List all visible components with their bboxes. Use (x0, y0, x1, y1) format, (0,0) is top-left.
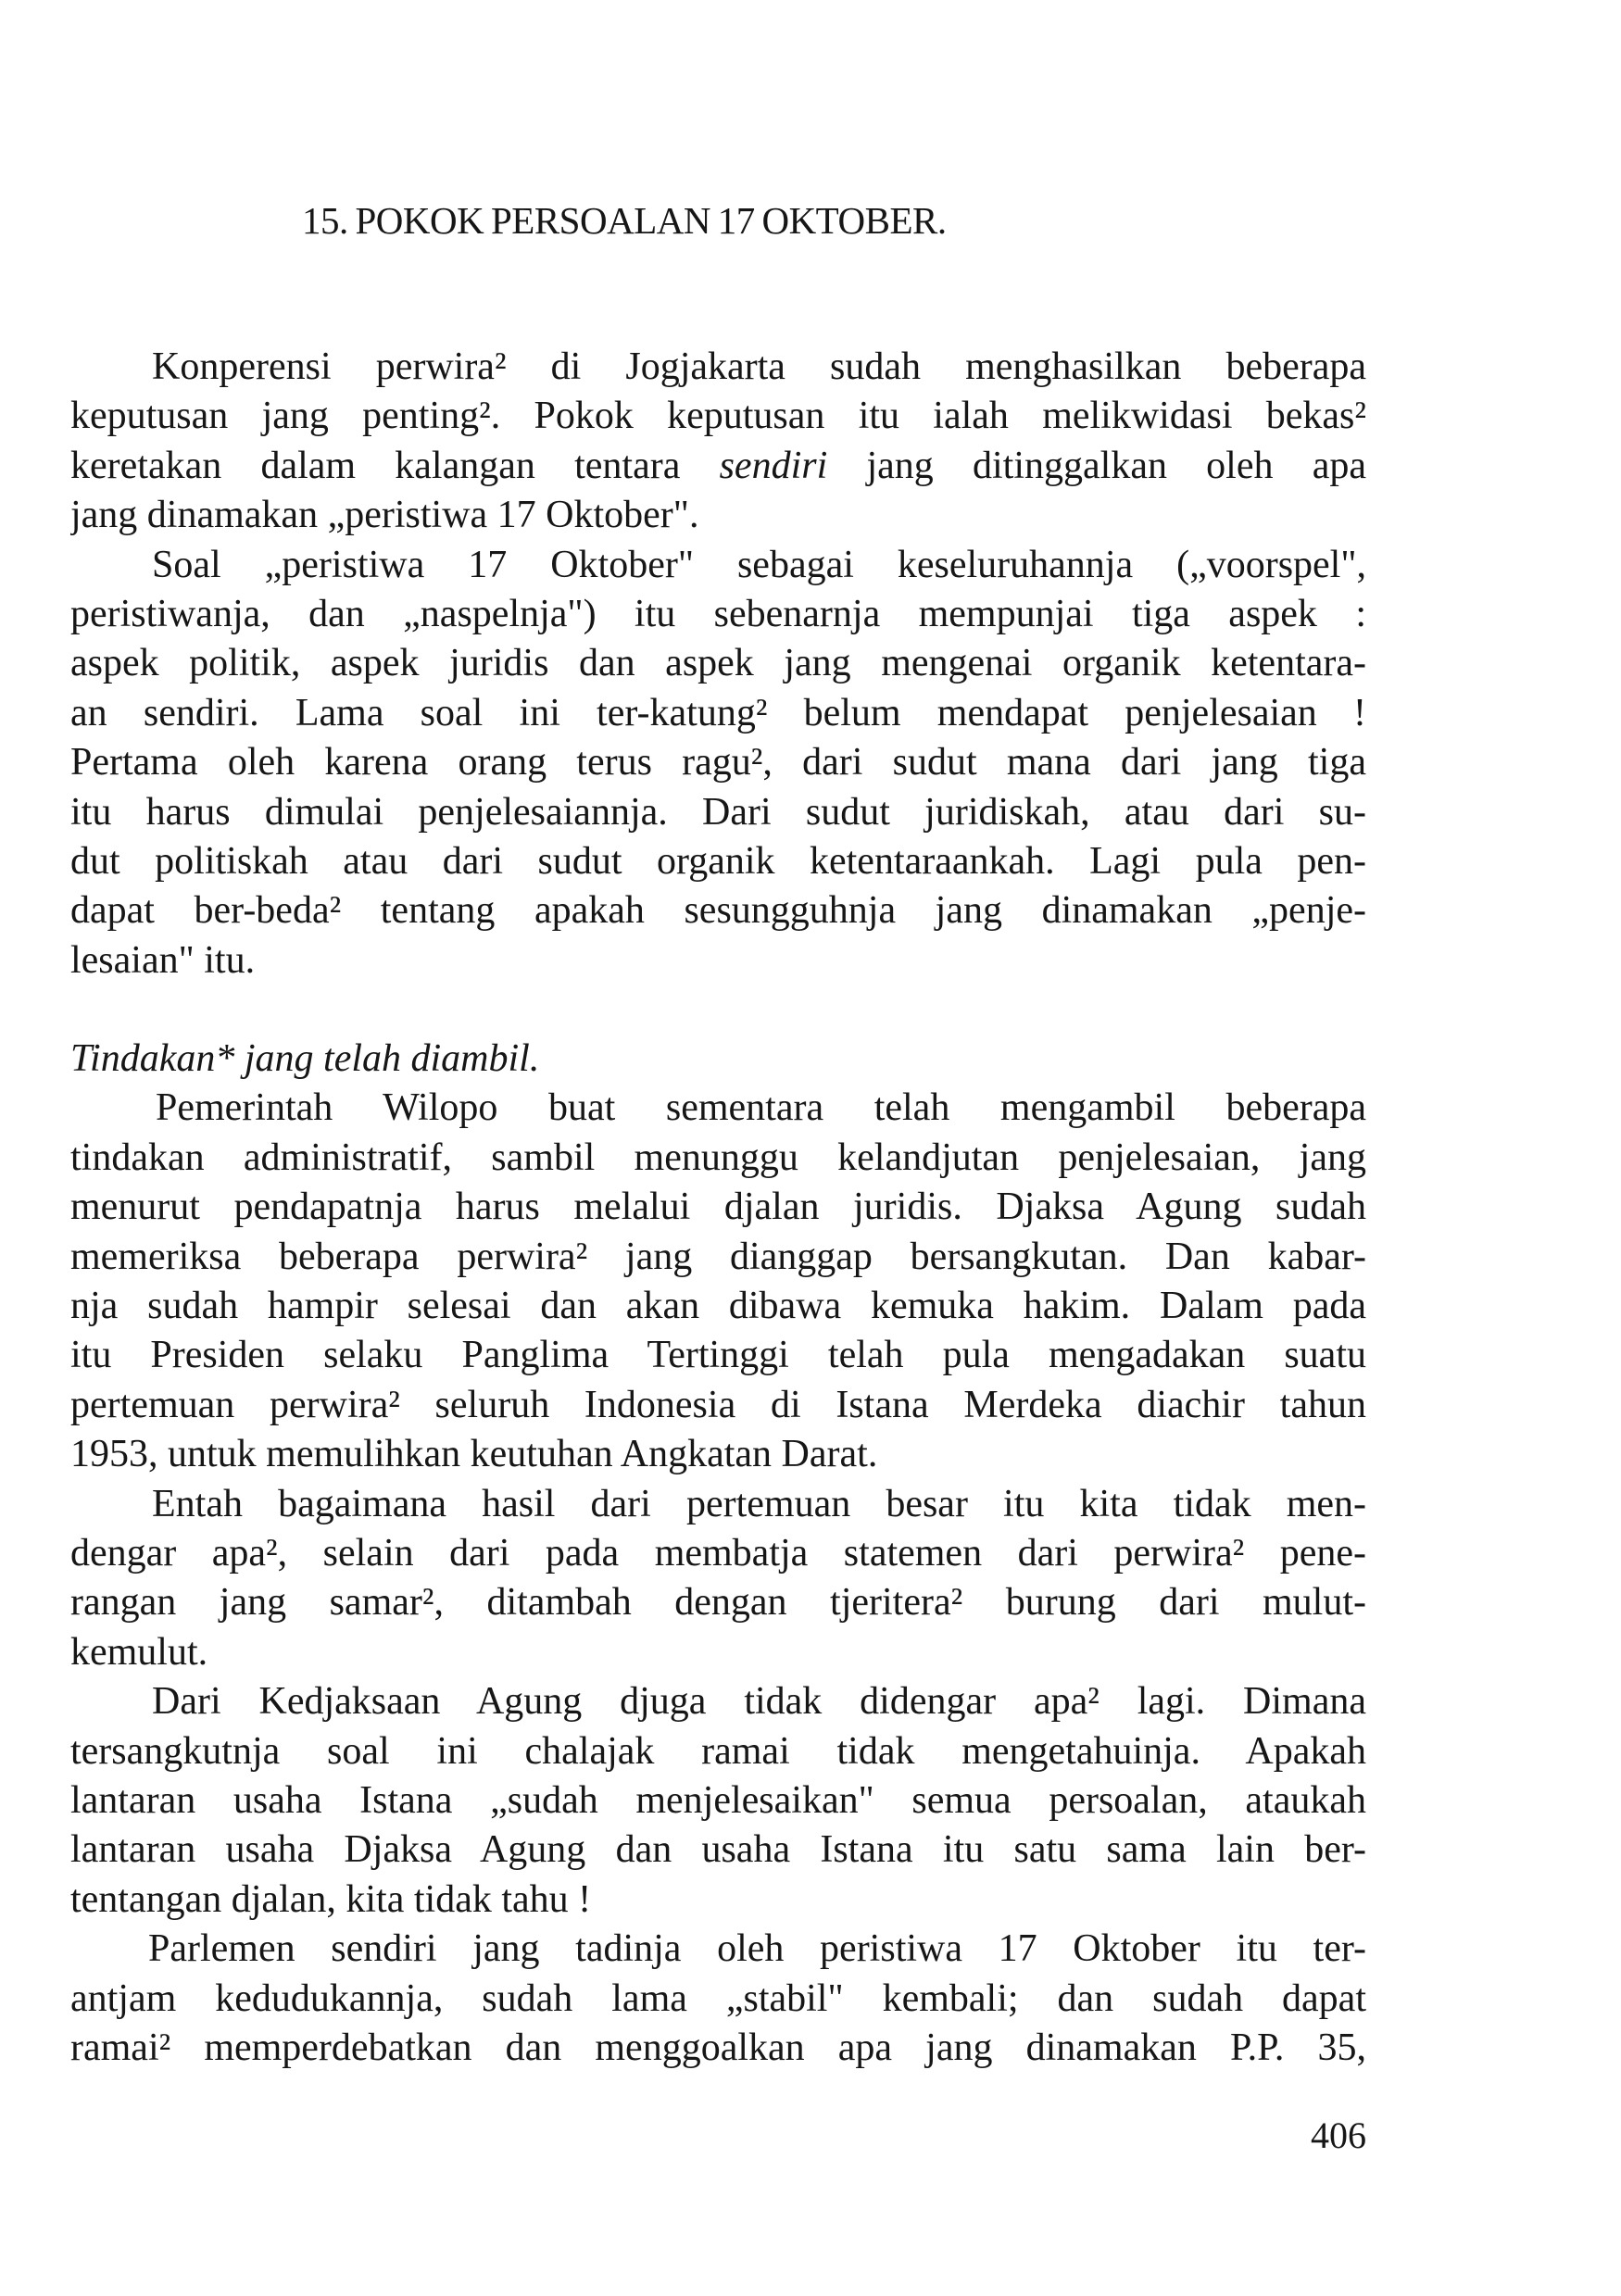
text-line: Konperensi perwira² di Jogjakarta sudah menghasilkan beberapa (152, 345, 1366, 388)
text-line: Soal „peristiwa 17 Oktober" sebagai keseluruhannja („voorspel", (152, 543, 1366, 586)
text-line: kemulut. (70, 1630, 208, 1674)
text-line: tersangkutnja soal ini chalajak ramai tidak mengetahuinja. Apakah (70, 1729, 1366, 1773)
paragraph-1 (70, 343, 1366, 541)
text-line: Pemerintah Wilopo buat sementara telah mengambil beberapa (156, 1086, 1366, 1130)
section-gap (70, 985, 1366, 1035)
section-subheading: Tindakan* jang telah diambil. (70, 1037, 540, 1081)
text-line: menurut pendapatnja harus melalui djalan juridis. Djaksa Agung sudah (70, 1186, 1366, 1229)
text-line: itu harus dimulai penjelesaiannja. Dari sudut juridiskah, atau dari su- (70, 790, 1366, 834)
document-body (70, 343, 1366, 2073)
text-line: tindakan administratif, sambil menunggu kelandjutan penjelesaian, jang (70, 1135, 1366, 1179)
text-segment: keretakan dalam kalangan tentara (70, 444, 720, 487)
text-line: lantaran usaha Istana „sudah menjelesaikan" semua persoalan, ataukah (70, 1778, 1366, 1822)
paragraph-4 (70, 1480, 1366, 1678)
text-line: antjam kedudukannja, sudah lama „stabil" kembali; dan sudah dapat (70, 1976, 1366, 2020)
text-line: peristiwanja, dan „naspelnja") itu sebenarnja mempunjai tiga aspek : (70, 592, 1366, 635)
text-line: ramai² memperdebatkan dan menggoalkan apa jang dinamakan P.P. 35, (70, 2026, 1366, 2069)
text-line: 1953, untuk memulihkan keutuhan Angkatan Darat. (70, 1433, 878, 1476)
text-line: jang dinamakan „peristiwa 17 Oktober". (70, 494, 699, 537)
text-line: nja sudah hampir selesai dan akan dibawa kemuka hakim. Dalam pada (70, 1285, 1366, 1328)
paragraph-6 (70, 1925, 1366, 2073)
text-line: pertemuan perwira² seluruh Indonesia di Istana Merdeka diachir tahun (70, 1383, 1366, 1426)
text-line: dut politiskah atau dari sudut organik ketentaraankah. Lagi pula pen- (70, 839, 1366, 883)
text-line: rangan jang samar², ditambah dengan tjeritera² burung dari mulut- (70, 1581, 1366, 1625)
text-line: Pertama oleh karena orang terus ragu², dari sudut mana dari jang tiga (70, 741, 1366, 784)
text-line: lesaian" itu. (70, 938, 256, 982)
text-line: itu Presiden selaku Panglima Tertinggi telah pula mengadakan suatu (70, 1334, 1366, 1377)
page-title: 15. POKOK PERSOALAN 17 OKTOBER. (302, 199, 947, 242)
text-line: keputusan jang penting². Pokok keputusan itu ialah melikwidasi bekas² (70, 395, 1366, 438)
text-line: aspek politik, aspek juridis dan aspek jang mengenai organik ketentara- (70, 642, 1366, 685)
paragraph-2 (70, 541, 1366, 986)
text-line: Dari Kedjaksaan Agung djuga tidak didengar apa² lagi. Dimana (152, 1680, 1366, 1724)
text-line: tentangan djalan, kita tidak tahu ! (70, 1877, 592, 1921)
document-page (70, 0, 1366, 2296)
text-line: lantaran usaha Djaksa Agung dan usaha Istana itu satu sama lain ber- (70, 1828, 1366, 1872)
text-line: dengar apa², selain dari pada membatja statemen dari perwira² pene- (70, 1531, 1366, 1575)
text-line: Parlemen sendiri jang tadinja oleh peristiwa 17 Oktober itu ter- (148, 1927, 1366, 1971)
text-line: Entah bagaimana hasil dari pertemuan besar itu kita tidak men- (152, 1482, 1366, 1525)
text-line: an sendiri. Lama soal ini ter-katung² belum mendapat penjelesaian ! (70, 691, 1366, 734)
emphasis-text: sendiri (719, 444, 828, 487)
page-number: 406 (1311, 2114, 1366, 2156)
text-line: dapat ber-beda² tentang apakah sesungguhnja jang dinamakan „penje- (70, 889, 1366, 933)
paragraph-5 (70, 1677, 1366, 1925)
text-line: memeriksa beberapa perwira² jang dianggap bersangkutan. Dan kabar- (70, 1235, 1366, 1278)
text-segment: jang ditinggalkan oleh apa (827, 444, 1366, 487)
text-line (70, 442, 1366, 491)
paragraph-3 (70, 1084, 1366, 1479)
